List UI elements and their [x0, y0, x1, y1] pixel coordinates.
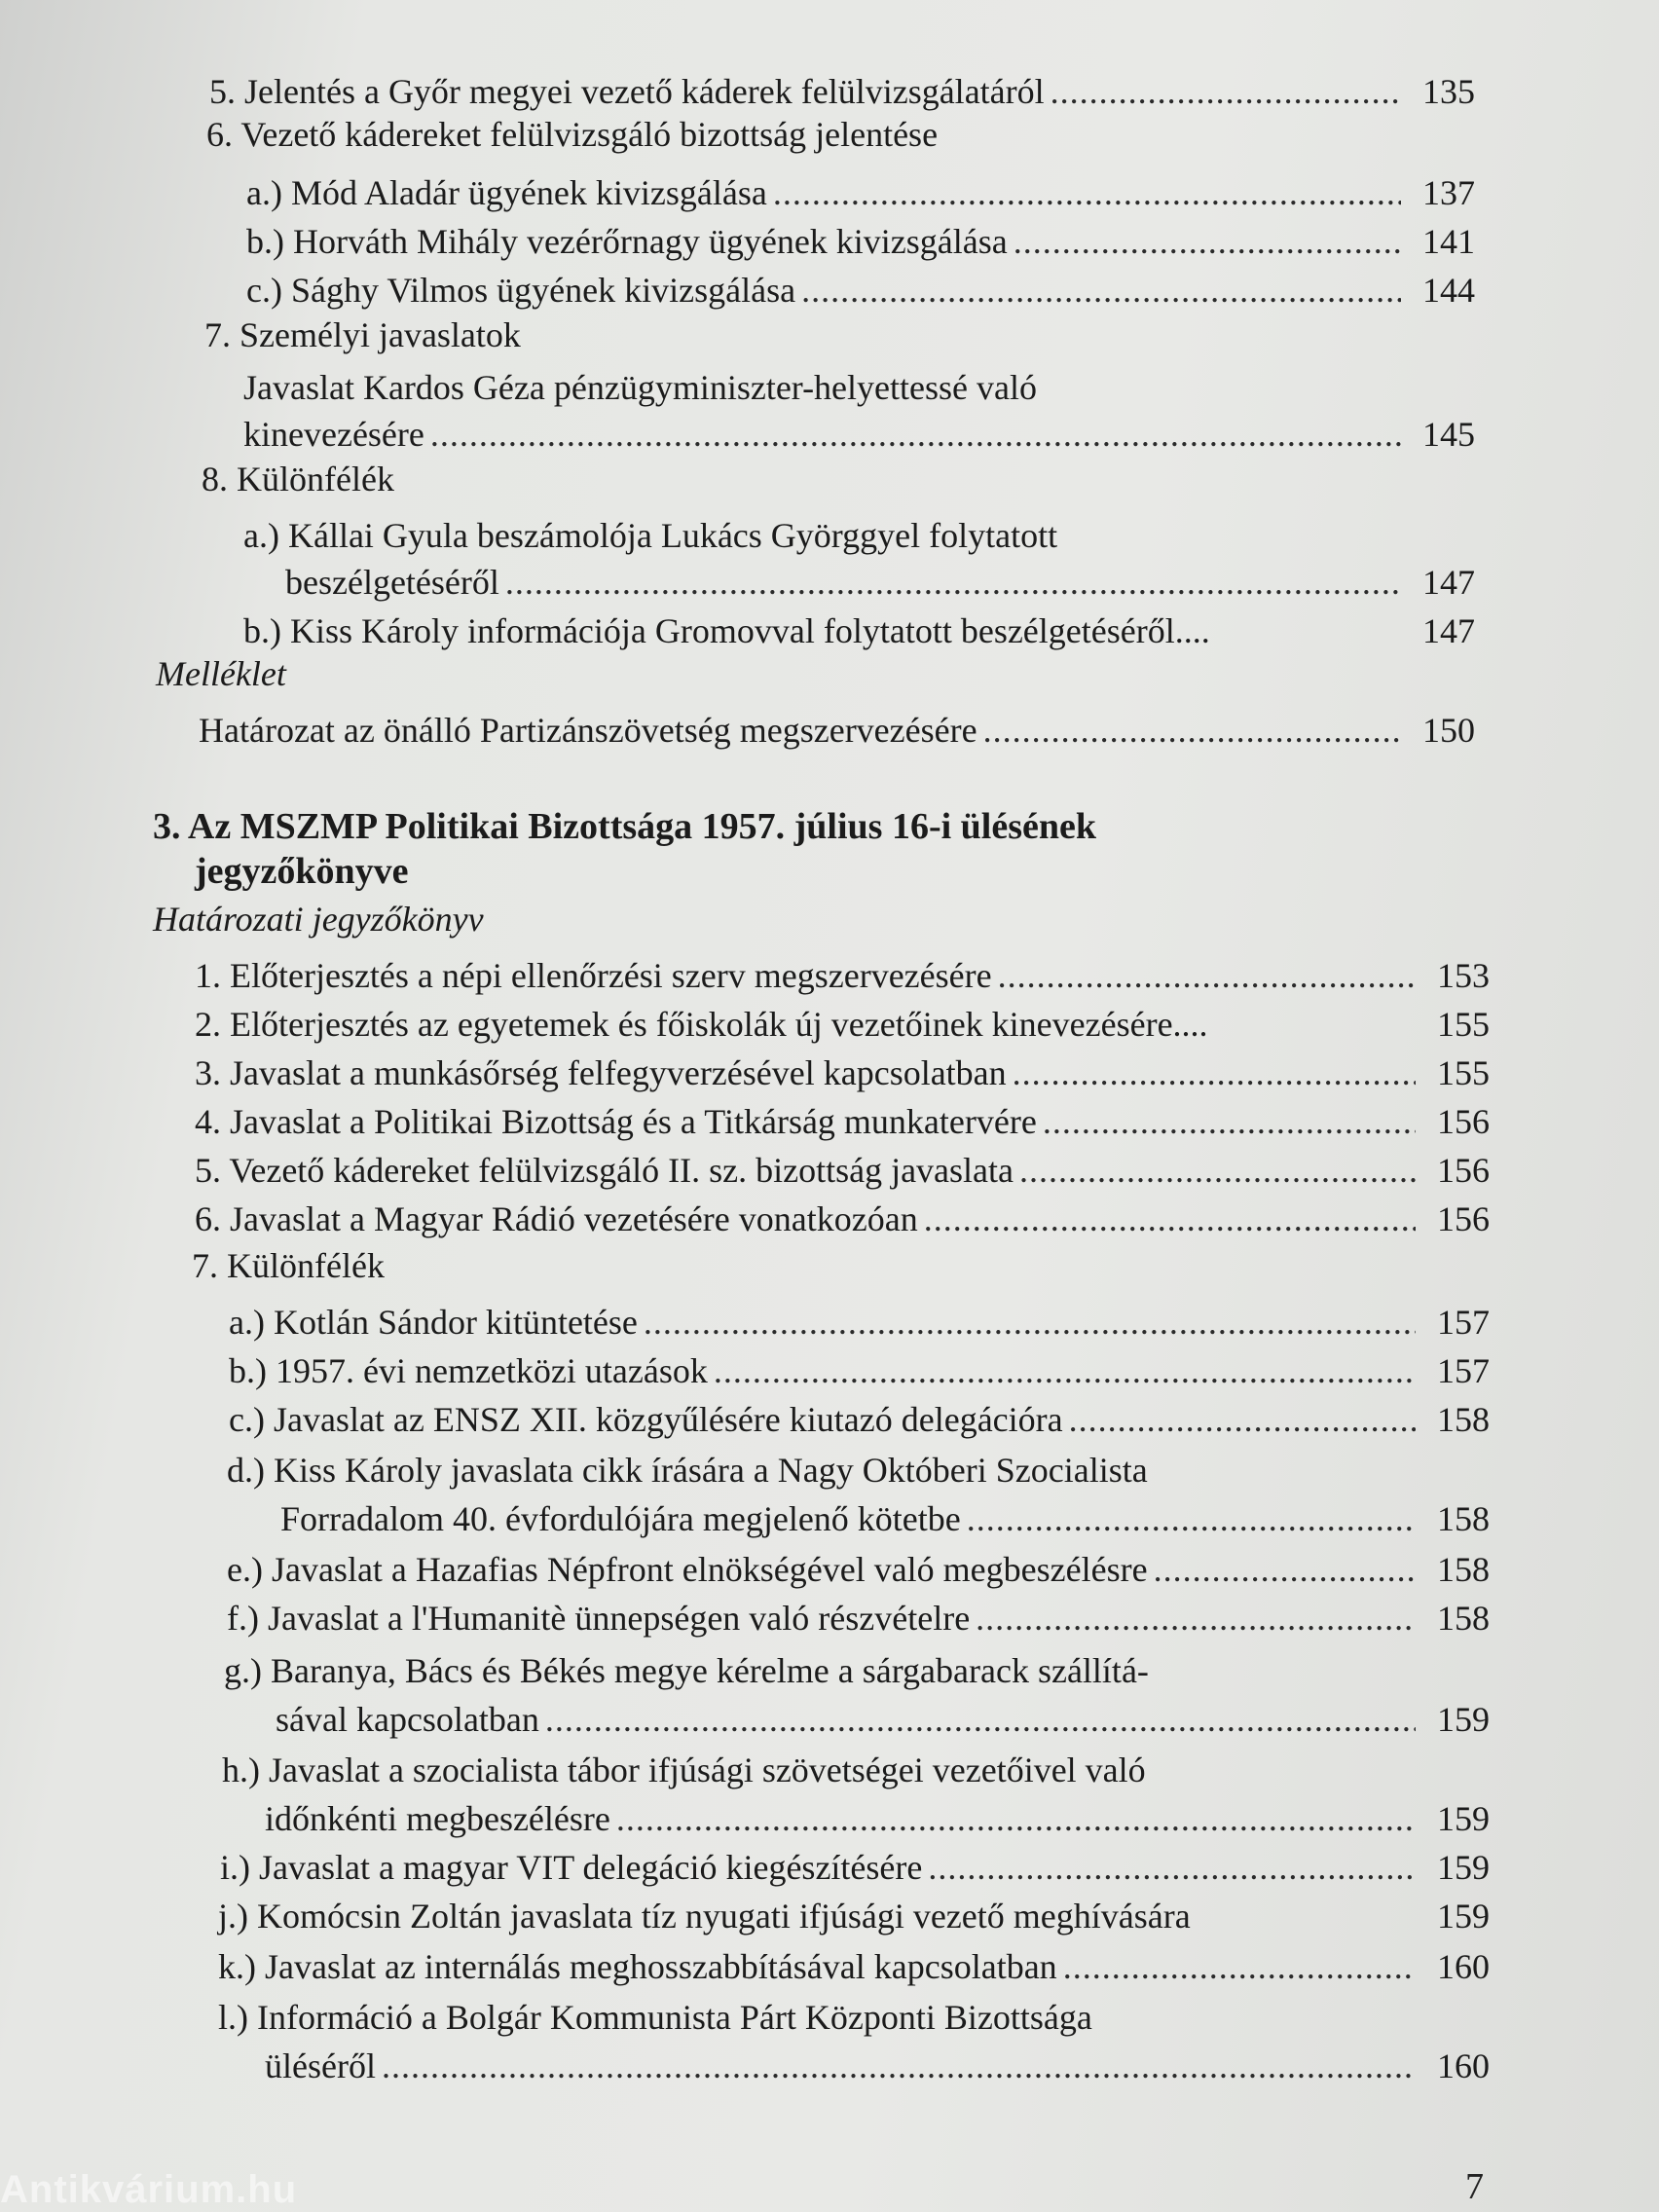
toc-entry: Javaslat Kardos Géza pénzügyminiszter-helyettessé való [243, 368, 1037, 407]
leader-dots [1051, 70, 1401, 113]
toc-entry-title: j.) Komócsin Zoltán javaslata tíz nyugati ifjúsági vezető meghívására [218, 1897, 1191, 1936]
toc-entry [199, 709, 1475, 752]
toc-entry: a.) Kállai Gyula beszámolója Lukács Györggyel folytatott [243, 516, 1058, 555]
toc-entry-page: 137 [1422, 173, 1475, 212]
toc-entry-title: 3. Javaslat a munkásőrség felfegyverzésével kapcsolatban [195, 1053, 1007, 1092]
leader-dots [801, 269, 1401, 312]
toc-entry-page: 147 [1422, 611, 1475, 650]
section-heading: 3. Az MSZMP Politikai Bizottsága 1957. július 16-i ülésének [153, 806, 1097, 847]
toc-entry [195, 1198, 1490, 1240]
leader-dots [998, 954, 1416, 997]
toc-entry-page: 159 [1437, 1848, 1490, 1887]
toc-entry-title: c.) Javaslat az ENSZ XII. közgyűlésére kiutazó delegációra [229, 1400, 1063, 1439]
toc-entry-page: 135 [1422, 72, 1475, 111]
toc-entry-title: 6. Javaslat a Magyar Rádió vezetésére vonatkozóan [195, 1199, 918, 1238]
toc-entry [229, 1349, 1490, 1392]
toc-entry [243, 413, 1475, 456]
toc-entry: h.) Javaslat a szocialista tábor ifjúsági szövetségei vezetőivel való [222, 1751, 1146, 1789]
toc-entry [195, 1100, 1490, 1143]
toc-entry [220, 1846, 1490, 1889]
toc-entry: d.) Kiss Károly javaslata cikk írására a Nagy Októberi Szocialista [227, 1451, 1148, 1490]
leader-dots [714, 1349, 1416, 1392]
toc-entry [246, 171, 1475, 214]
toc-entry-title: üléséről [265, 2046, 376, 2085]
toc-entry [265, 1797, 1490, 1840]
leader-dots [430, 413, 1401, 456]
toc-entry [227, 1548, 1490, 1591]
leader-dots [382, 2045, 1416, 2087]
toc-entry-title: beszélgetéséről [285, 563, 499, 602]
toc-entry-page: 160 [1437, 2046, 1490, 2085]
toc-entry-page: 158 [1437, 1400, 1490, 1439]
leader-dots [616, 1797, 1416, 1840]
toc-entry-title: Határozat az önálló Partizánszövetség megszervezésére [199, 711, 977, 750]
toc-entry: 8. Különfélék [202, 460, 394, 498]
page-number: 7 [1465, 2166, 1484, 2207]
toc-entry [246, 269, 1475, 312]
toc-entry-title: időnkénti megbeszélésre [265, 1799, 610, 1838]
toc-entry-page: 158 [1437, 1599, 1490, 1638]
toc-entry-page: 158 [1437, 1550, 1490, 1589]
toc-entry-page: 159 [1437, 1700, 1490, 1739]
toc-entry-page: 141 [1422, 222, 1475, 261]
toc-entry-title: b.) Kiss Károly információja Gromovval folytatott beszélgetéséről.... [243, 611, 1210, 650]
toc-entry [280, 1497, 1490, 1540]
toc-entry [246, 220, 1475, 263]
leader-dots [505, 561, 1401, 604]
toc-entry-title: 1. Előterjesztés a népi ellenőrzési szerv megszervezésére [195, 956, 992, 995]
toc-entry [195, 1003, 1490, 1046]
leader-dots [644, 1301, 1416, 1344]
watermark: Antikvárium.hu [0, 2168, 298, 2211]
toc-entry-page: 155 [1437, 1053, 1490, 1092]
toc-entry [218, 1895, 1490, 1937]
toc-entry-title: f.) Javaslat a l'Humanitè ünnepségen való részvételre [227, 1599, 971, 1638]
leader-dots [1069, 1398, 1416, 1441]
toc-entry-page: 157 [1437, 1303, 1490, 1342]
toc-entry-title: 2. Előterjesztés az egyetemek és főiskolák új vezetőinek kinevezésére.... [195, 1005, 1208, 1044]
toc-entry-title: Forradalom 40. évfordulójára megjelenő kötetbe [280, 1499, 961, 1538]
toc-entry-page: 145 [1422, 415, 1475, 454]
toc-entry-title: 5. Vezető kádereket felülvizsgáló II. sz. bizottság javaslata [195, 1151, 1014, 1190]
toc-entry [218, 1945, 1490, 1988]
section-heading-cont: jegyzőkönyve [195, 851, 409, 892]
toc-entry-page: 159 [1437, 1799, 1490, 1838]
toc-entry-title: k.) Javaslat az internálás meghosszabbításával kapcsolatban [218, 1947, 1057, 1986]
leader-dots [1154, 1548, 1416, 1591]
toc-entry-title: b.) Horváth Mihály vezérőrnagy ügyének kivizsgálása [246, 222, 1008, 261]
toc-entry-title: i.) Javaslat a magyar VIT delegáció kiegészítésére [220, 1848, 923, 1887]
appendix-label: Melléklet [156, 654, 286, 693]
toc-entry-title: a.) Kotlán Sándor kitüntetése [229, 1303, 638, 1342]
leader-dots [773, 171, 1401, 214]
subsection-label: Határozati jegyzőkönyv [153, 900, 484, 939]
toc-entry: 7. Különfélék [192, 1246, 385, 1285]
toc-entry-title: 4. Javaslat a Politikai Bizottság és a Titkárság munkatervére [195, 1102, 1037, 1141]
leader-dots [1014, 220, 1401, 263]
leader-dots [976, 1597, 1416, 1640]
toc-entry-title: b.) 1957. évi nemzetközi utazások [229, 1351, 708, 1390]
toc-entry: l.) Információ a Bolgár Kommunista Párt Központi Bizottsága [218, 1998, 1092, 2037]
toc-entry-page: 156 [1437, 1199, 1490, 1238]
toc-entry: 7. Személyi javaslatok [204, 315, 521, 354]
toc-entry-title: c.) Sághy Vilmos ügyének kivizsgálása [246, 271, 796, 310]
toc-entry-page: 160 [1437, 1947, 1490, 1986]
toc-entry [209, 70, 1475, 113]
toc-entry [243, 609, 1475, 652]
toc-entry [195, 1149, 1490, 1192]
leader-dots [928, 1846, 1416, 1889]
toc-entry-title: 5. Jelentés a Győr megyei vezető káderek felülvizsgálatáról [209, 72, 1045, 111]
leader-dots [1043, 1100, 1416, 1143]
toc-entry [229, 1398, 1490, 1441]
toc-entry-page: 155 [1437, 1005, 1490, 1044]
toc-entry [195, 1051, 1490, 1094]
toc-entry-title: kinevezésére [243, 415, 424, 454]
toc-entry: 6. Vezető kádereket felülvizsgáló bizottság jelentése [206, 115, 939, 154]
toc-entry-page: 157 [1437, 1351, 1490, 1390]
toc-entry-page: 158 [1437, 1499, 1490, 1538]
toc-entry-page: 156 [1437, 1102, 1490, 1141]
toc-entry-page: 153 [1437, 956, 1490, 995]
toc-entry: g.) Baranya, Bács és Békés megye kérelme a sárgabarack szállítá- [224, 1651, 1149, 1690]
leader-dots [983, 709, 1401, 752]
leader-dots [1063, 1945, 1416, 1988]
toc-entry [285, 561, 1475, 604]
leader-dots [924, 1198, 1416, 1240]
leader-dots [1019, 1149, 1416, 1192]
toc-entry-title: e.) Javaslat a Hazafias Népfront elnökségével való megbeszélésre [227, 1550, 1148, 1589]
toc-entry-page: 150 [1422, 711, 1475, 750]
toc-entry [195, 954, 1490, 997]
leader-dots [545, 1698, 1416, 1741]
toc-entry-page: 144 [1422, 271, 1475, 310]
leader-dots [1013, 1051, 1416, 1094]
toc-entry-title: sával kapcsolatban [276, 1700, 539, 1739]
toc-entry-page: 159 [1437, 1897, 1490, 1936]
toc-entry-title: a.) Mód Aladár ügyének kivizsgálása [246, 173, 767, 212]
leader-dots [967, 1497, 1416, 1540]
toc-entry [276, 1698, 1490, 1741]
toc-entry [265, 2045, 1490, 2087]
toc-entry [229, 1301, 1490, 1344]
toc-entry-page: 147 [1422, 563, 1475, 602]
toc-entry-page: 156 [1437, 1151, 1490, 1190]
toc-entry [227, 1597, 1490, 1640]
